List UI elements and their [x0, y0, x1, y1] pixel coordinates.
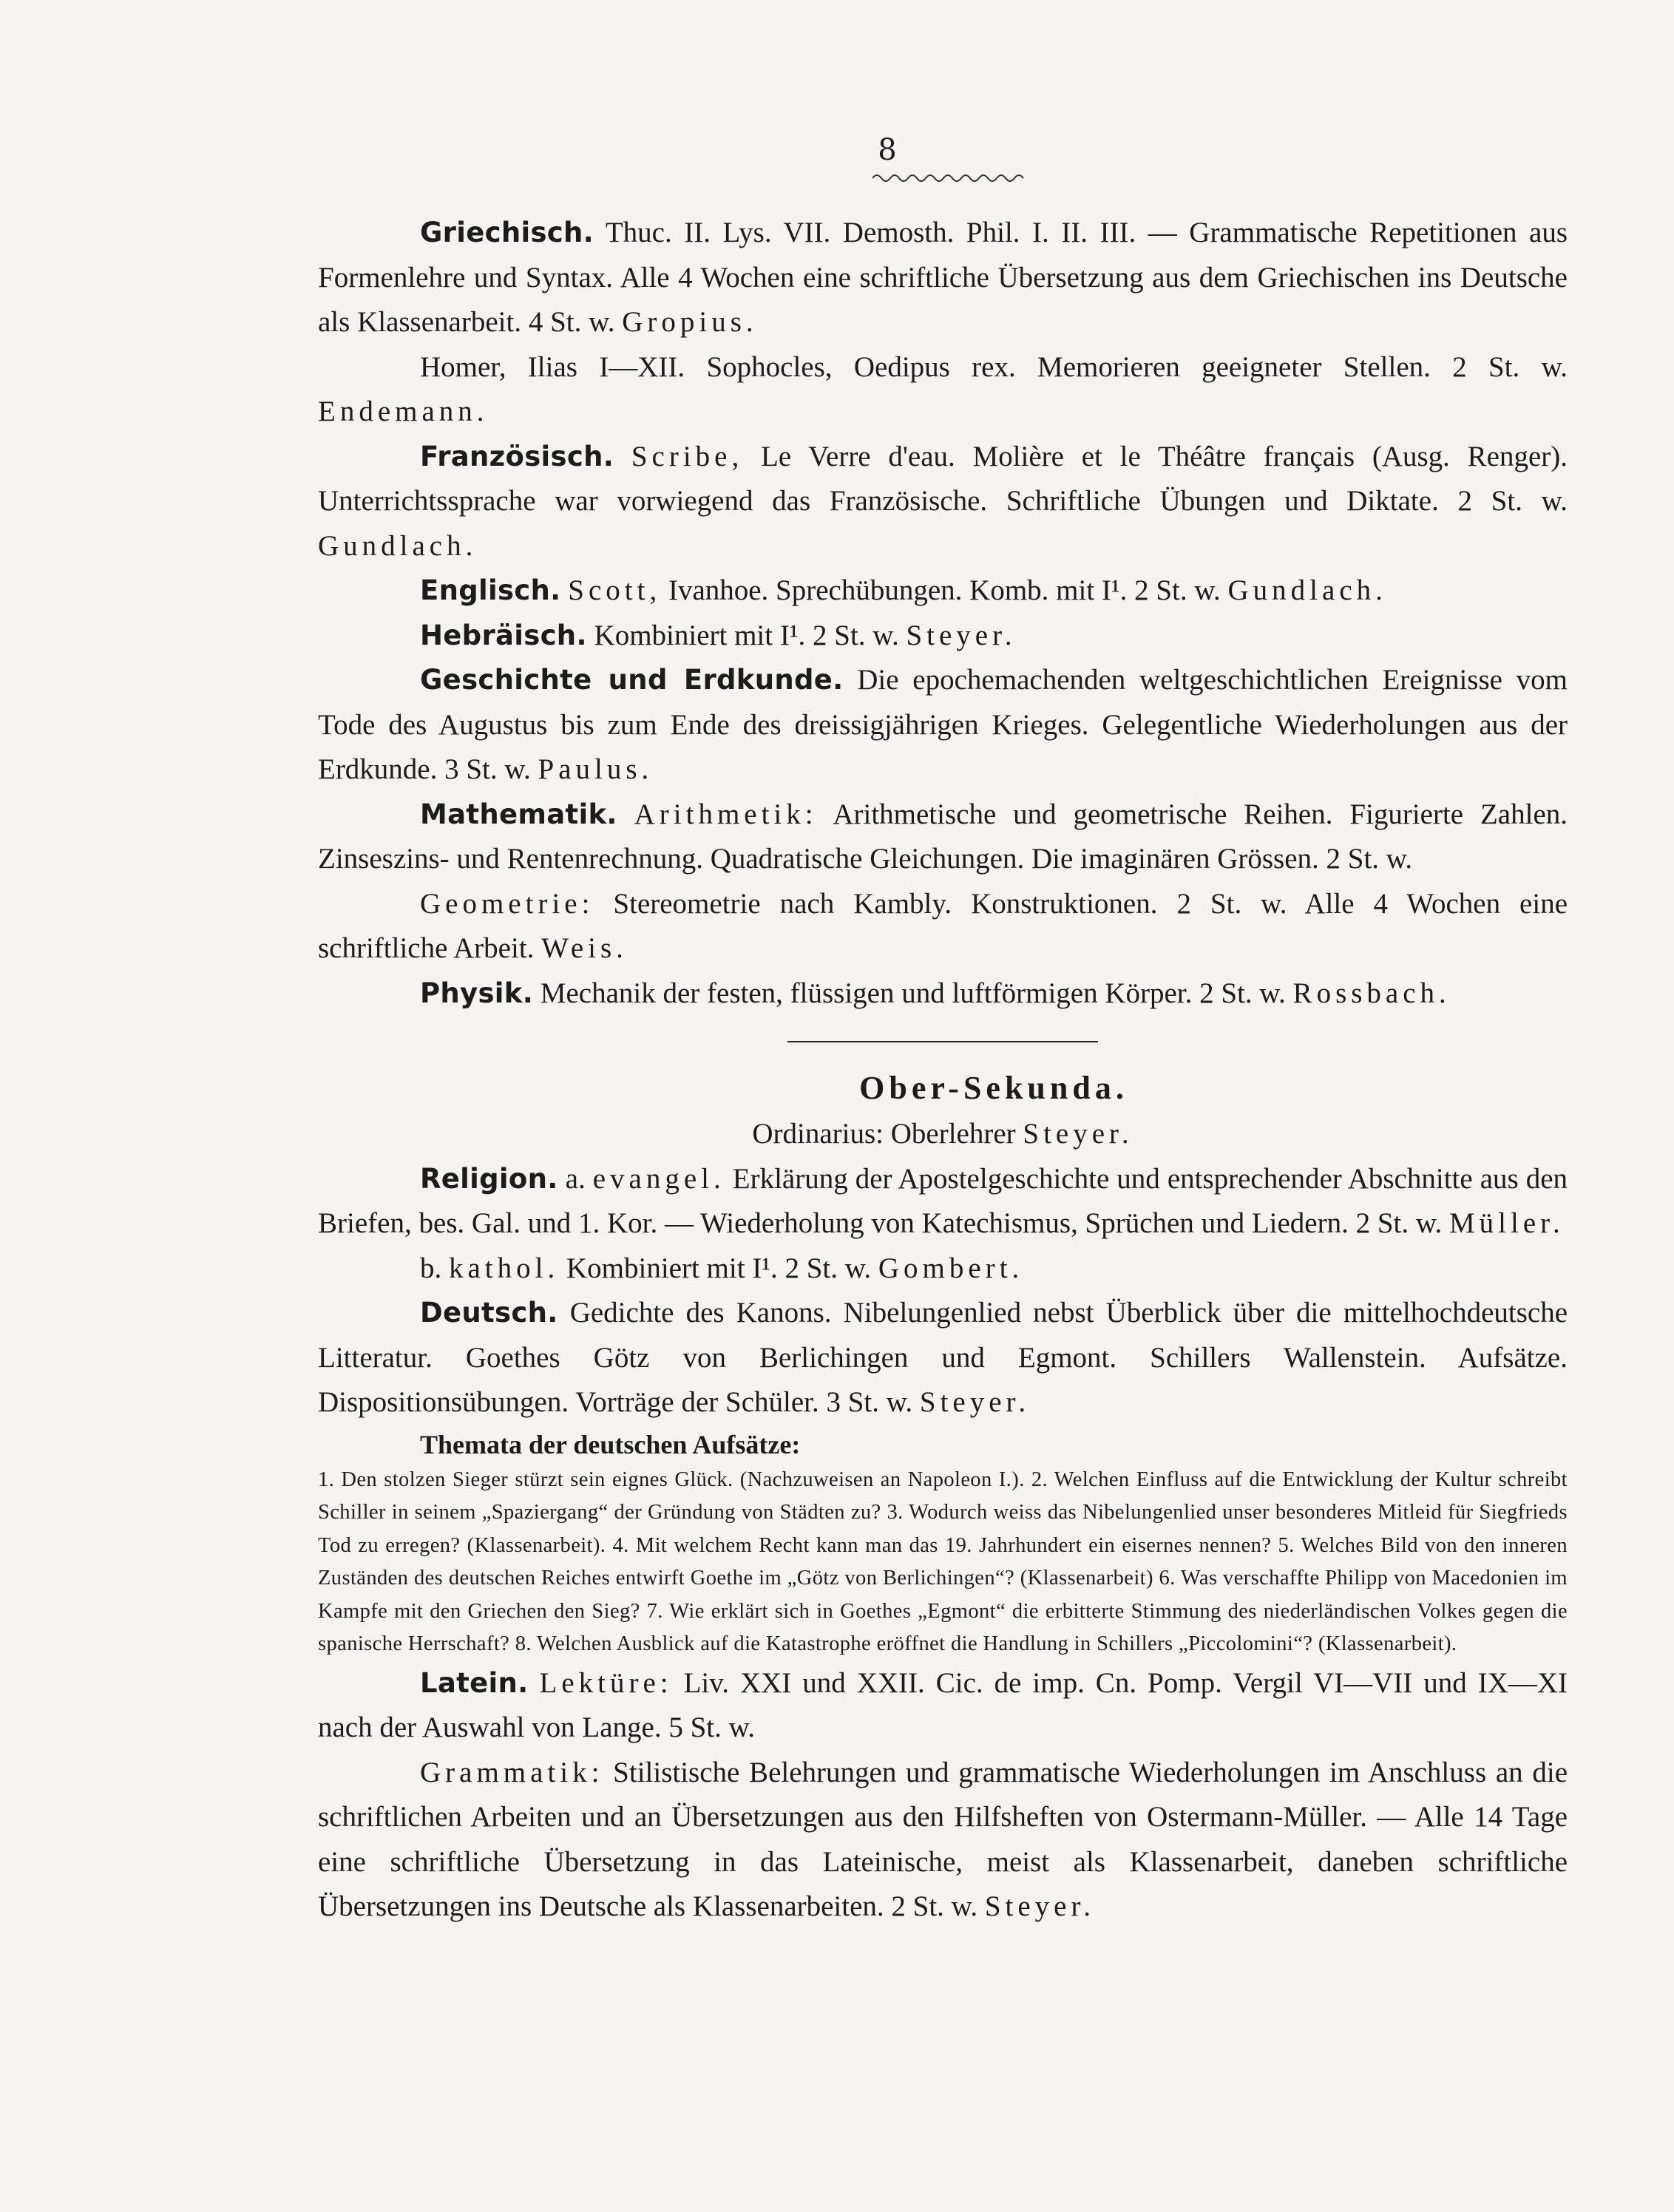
- subject-heading: Mathematik.: [420, 798, 617, 830]
- spaced-term: evangel.: [592, 1162, 725, 1195]
- subject-heading: Latein.: [420, 1666, 529, 1699]
- paragraph-religion-a: [318, 1157, 1568, 1246]
- paragraph-hebraeisch: [318, 614, 1568, 659]
- teacher-name: Gombert.: [878, 1252, 1024, 1284]
- paragraph-text: Stilistische Belehrungen und grammatische Wiederholungen im Anschluss an die schriftlichen Arbeiten und an Übersetzungen aus den Hilfsheften von Ostermann-Müller. — Alle 14 Tage eine schriftliche Übersetzung in das Lateinische, meist als Klassenarbeit, daneben schriftliche Übersetzungen ins Deutsche als Klassenarbeiten. 2 St. w.: [318, 1756, 1568, 1922]
- spaced-term: Arithmetik:: [634, 798, 818, 830]
- paragraph-text: Die epochemachenden weltgeschichtlichen Ereignisse vom Tode des Augustus bis zum Ende des dreissigjährigen Krieges. Gelegentliche Wiederholungen aus der Erdkunde. 3 St. w.: [318, 664, 1568, 785]
- paragraph-text: Homer, Ilias I—XII. Sophocles, Oedipus rex. Memorieren geeigneter Stellen. 2 St. w.: [420, 350, 1568, 383]
- section-title: Ober-Sekunda.: [859, 1070, 1128, 1106]
- spaced-term: Lektüre:: [539, 1666, 673, 1699]
- ordinarius-line: [318, 1112, 1568, 1157]
- paragraph-text: Le Verre d'eau. Molière et le Théâtre français (Ausg. Renger). Unterrichtssprache war vorwiegend das Französische. Schriftliche Übungen und Diktate. 2 St. w.: [318, 440, 1568, 517]
- teacher-name: Paulus.: [538, 753, 654, 785]
- paragraph-englisch: [318, 569, 1568, 614]
- paragraph-griechisch: [318, 211, 1568, 345]
- paragraph-physik: [318, 971, 1568, 1017]
- subject-heading: Religion.: [420, 1162, 558, 1195]
- spaced-term: kathol.: [449, 1252, 560, 1284]
- section-divider: [787, 1041, 1098, 1042]
- ordinarius-name: Steyer.: [1023, 1118, 1133, 1150]
- subject-heading: Englisch.: [420, 574, 561, 606]
- paragraph-mathematik: [318, 793, 1568, 882]
- paragraph-deutsch: [318, 1291, 1568, 1425]
- themata-list: 1. Den stolzen Sieger stürzt sein eignes Glück. (Nachzuweisen an Napoleon I.). 2. Welchen Einfluss auf die Entwicklung der Kultur schreibt Schiller in seinem „Spaziergang“ der Gründung von Städten zu? 3. Wodurch weiss das Nibelungenlied unser besonderes Mitleid für Siegfrieds Tod zu erregen? (Klassenarbeit). 4. Mit welchem Recht kann man das 19. Jahrhundert ein eisernes nennen? 5. Welches Bild von den inneren Zuständen des deutschen Reiches entwirft Goethe im „Götz von Berlichingen“? (Klassenarbeit) 6. Was verschaffte Philipp von Macedonien im Kampfe mit den Griechen den Sieg? 7. Wie erklärt sich in Goethes „Egmont“ die erbitterte Stimmung des niederländischen Volkes gegen die spanische Herrschaft? 8. Welchen Ausblick auf die Katastrophe eröffnet die Handlung in Schillers „Piccolomini“? (Klassenarbeit).: [318, 1468, 1568, 1655]
- teacher-name: Steyer.: [906, 619, 1017, 651]
- subject-heading: Physik.: [420, 977, 534, 1009]
- paragraph-text: Arithmetische und geometrische Reihen. Figurierte Zahlen. Zinseszins- und Rentenrechnung. Quadratische Gleichungen. Die imaginären Grössen. 2 St. w.: [318, 798, 1568, 875]
- paragraph-text: Liv. XXI und XXII. Cic. de imp. Cn. Pomp. Vergil VI—VII und IX—XI nach der Auswahl von Lange. 5 St. w.: [318, 1666, 1568, 1743]
- paragraph-franzoesisch: [318, 435, 1568, 569]
- document-body: [318, 211, 1568, 1930]
- teacher-name: Weis.: [541, 932, 628, 964]
- spaced-term: Grammatik:: [420, 1756, 604, 1788]
- page-number: 8: [878, 133, 897, 167]
- ordinarius-label: Ordinarius: Oberlehrer: [752, 1118, 1016, 1150]
- subject-heading: Griechisch.: [420, 217, 594, 248]
- paragraph-text: Stereometrie nach Kambly. Konstruktionen. 2 St. w. Alle 4 Wochen eine schriftliche Arbeit.: [318, 887, 1568, 964]
- subject-heading: Hebräisch.: [420, 619, 587, 651]
- paragraph-geometrie: [318, 882, 1568, 971]
- spaced-term: Geometrie:: [420, 887, 594, 920]
- paragraph-text: Erklärung der Apostelgeschichte und entsprechender Abschnitte aus den Briefen, bes. Gal. und 1. Kor. — Wiederholung von Katechismus, Sprüchen und Liedern. 2 St. w.: [318, 1162, 1568, 1239]
- paragraph-religion-b: [318, 1246, 1568, 1292]
- item-marker: a.: [565, 1162, 586, 1195]
- paragraph-text: Gedichte des Kanons. Nibelungenlied nebst Überblick über die mittelhochdeutsche Litteratur. Goethes Götz von Berlichingen und Egmont. Schillers Wallenstein. Aufsätze. Dispositionsübungen. Vorträge der Schüler. 3 St. w.: [318, 1297, 1568, 1418]
- themata-heading: Themata der deutschen Aufsätze:: [420, 1429, 801, 1459]
- subject-heading: Deutsch.: [420, 1297, 558, 1329]
- teacher-name: Gropius.: [622, 306, 758, 338]
- paragraph-text: Kombiniert mit I¹. 2 St. w.: [566, 1252, 872, 1284]
- paragraph-text: Thuc. II. Lys. VII. Demosth. Phil. I. II. III. — Grammatische Repetitionen aus Formenlehre und Syntax. Alle 4 Wochen eine schriftliche Übersetzung aus dem Griechischen ins Deutsche als Klassenarbeit. 4 St. w.: [318, 217, 1568, 338]
- teacher-name: Rossbach.: [1292, 977, 1451, 1009]
- subject-heading: Geschichte und Erdkunde.: [420, 664, 844, 696]
- paragraph-homer: [318, 345, 1568, 435]
- teacher-name: Gundlach.: [318, 529, 478, 562]
- item-marker: b.: [420, 1252, 442, 1284]
- teacher-name: Gundlach.: [1227, 574, 1387, 606]
- subject-heading: Französisch.: [420, 440, 614, 472]
- page-number-ornament: [872, 172, 1028, 185]
- teacher-name: Steyer.: [919, 1386, 1031, 1418]
- teacher-name: Endemann.: [318, 396, 489, 427]
- teacher-name: Müller.: [1449, 1207, 1565, 1239]
- paragraph-geschichte: [318, 658, 1568, 793]
- paragraph-text: Mechanik der festen, flüssigen und luftförmigen Körper. 2 St. w.: [540, 977, 1286, 1009]
- teacher-name: Steyer.: [984, 1890, 1096, 1922]
- paragraph-text: Ivanhoe. Sprechübungen. Komb. mit I¹. 2 St. w.: [668, 574, 1221, 606]
- spaced-term: Scott,: [568, 574, 662, 606]
- spaced-term: Scribe,: [631, 440, 744, 472]
- paragraph-grammatik: [318, 1751, 1568, 1930]
- paragraph-latein: [318, 1661, 1568, 1751]
- paragraph-text: Kombiniert mit I¹. 2 St. w.: [594, 619, 899, 651]
